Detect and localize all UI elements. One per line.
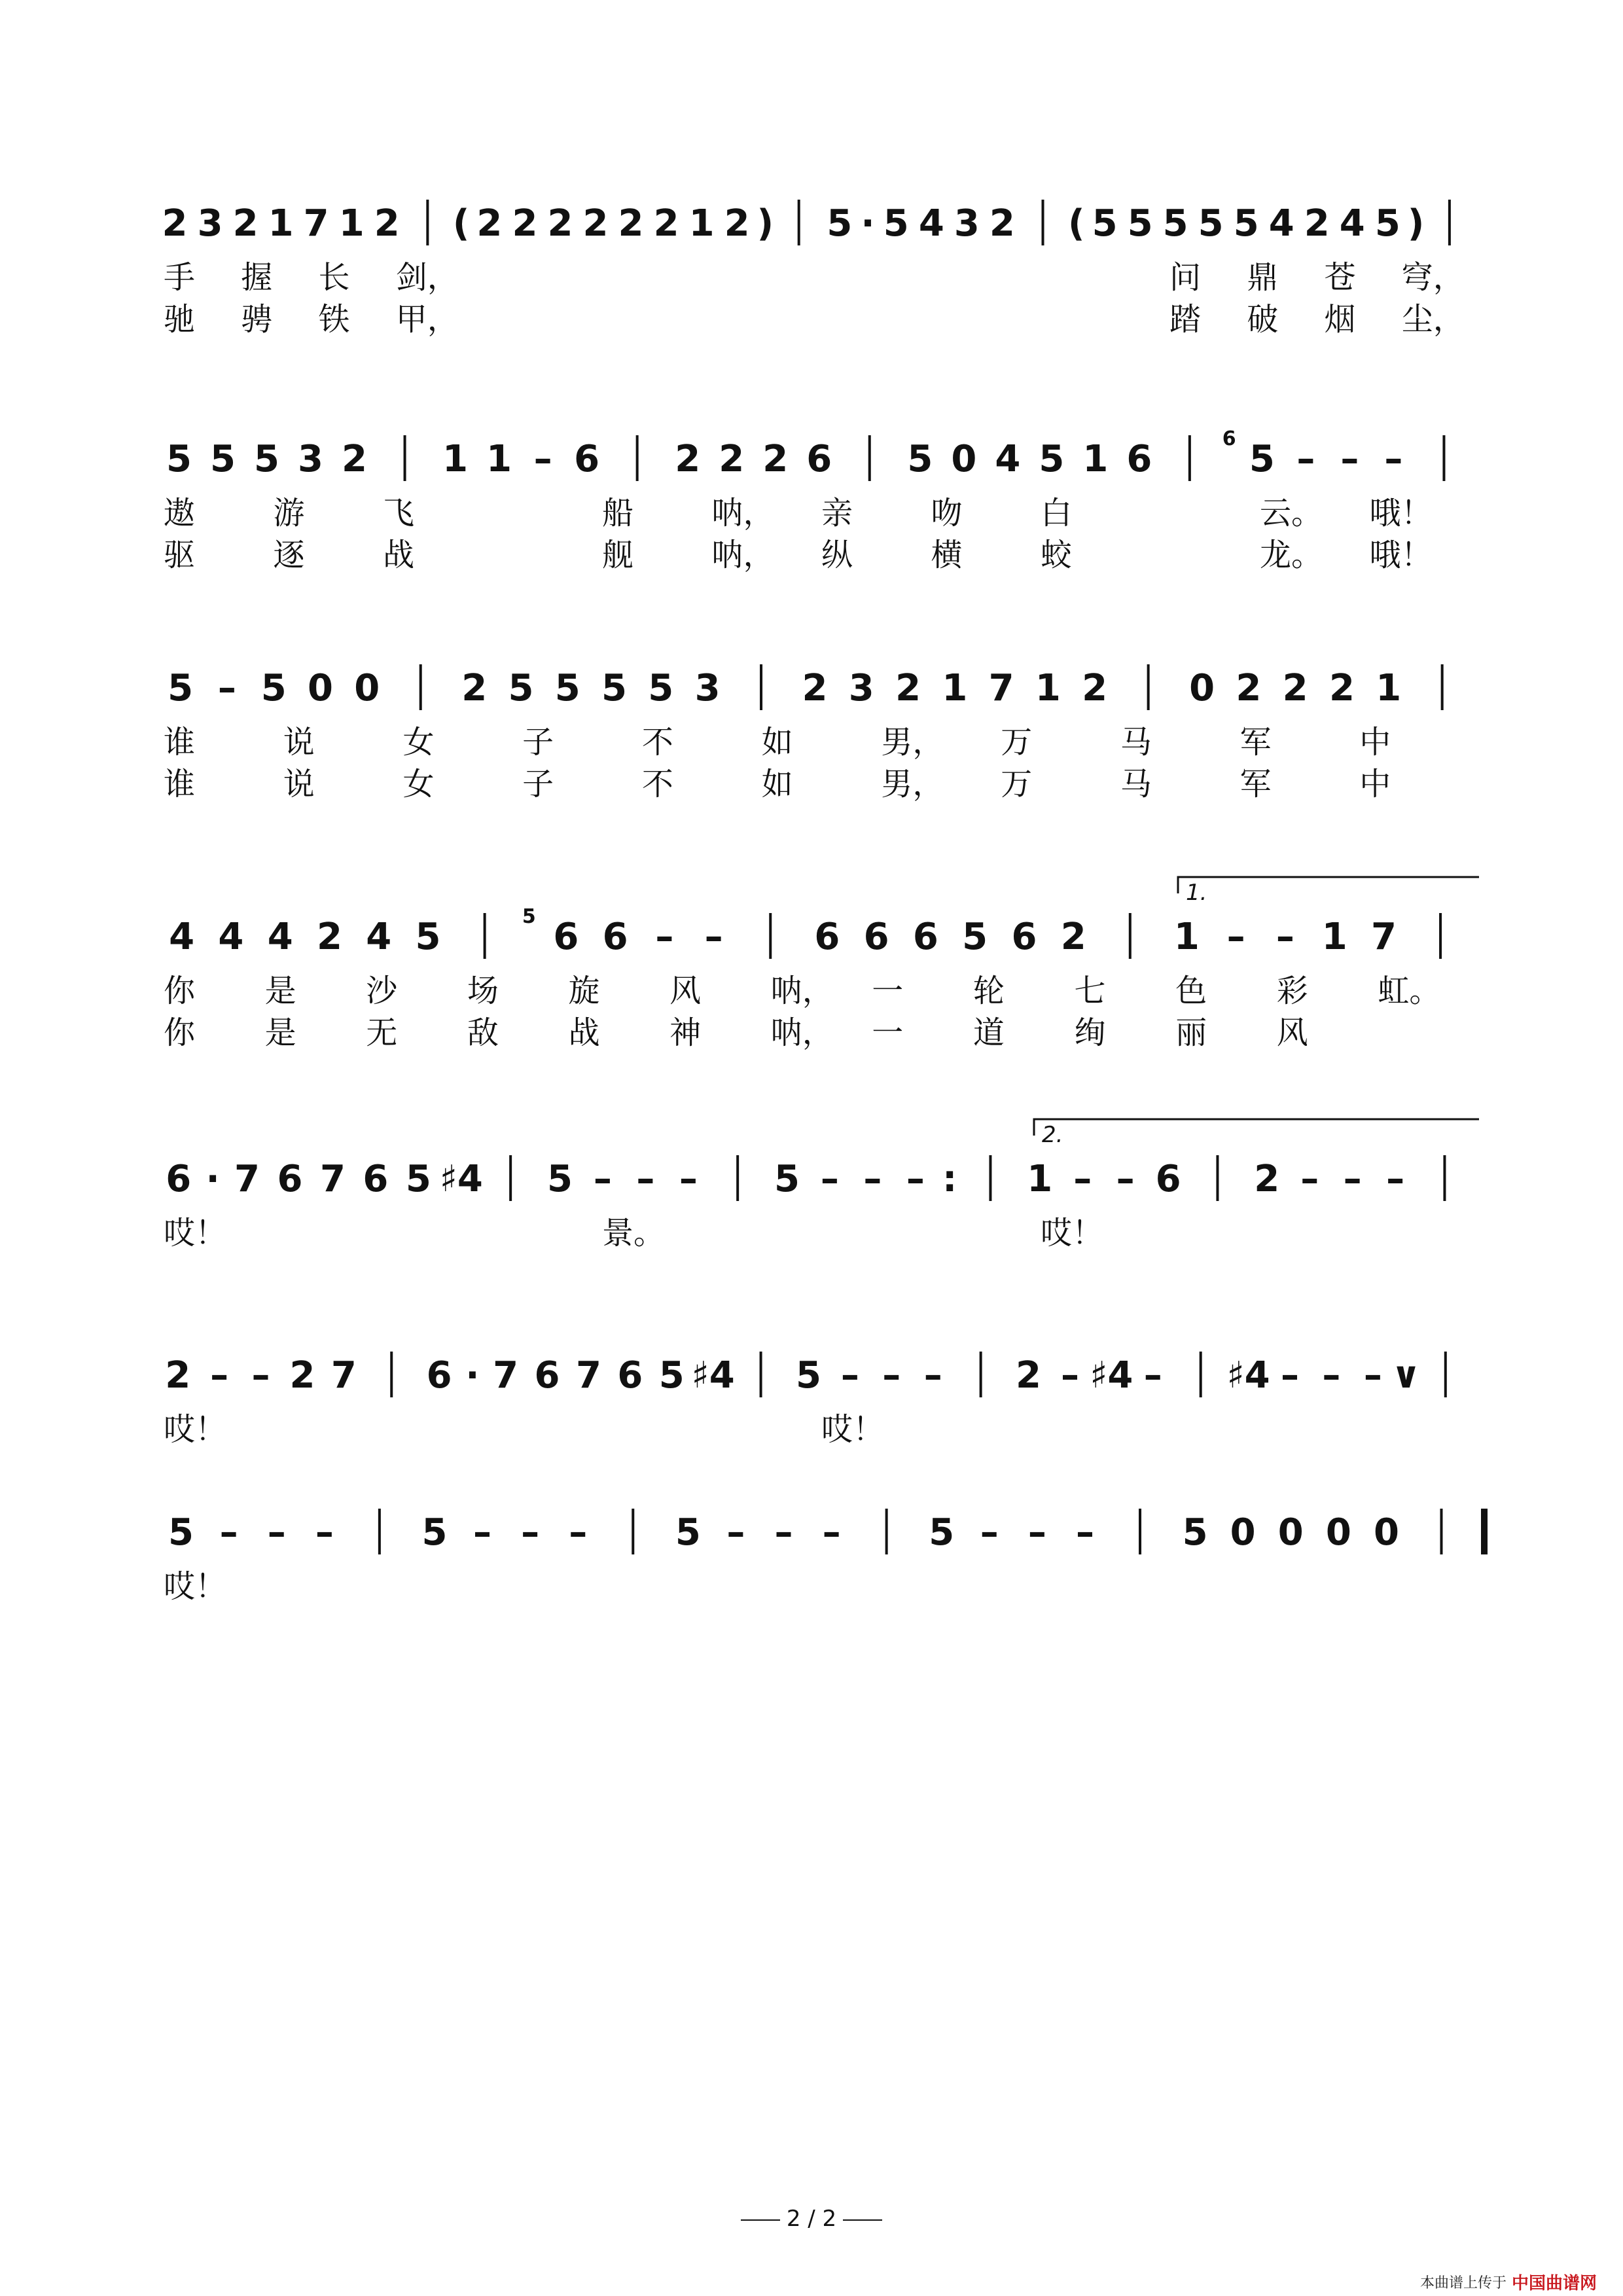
- ending-bracket: [1178, 877, 1479, 893]
- symbol: ·: [861, 202, 875, 245]
- system-4: [164, 877, 1479, 1051]
- note: 4: [1339, 202, 1365, 245]
- note: 7: [988, 667, 1014, 709]
- dash: –: [1296, 438, 1315, 480]
- lyric-syllable: 马: [1120, 724, 1152, 761]
- score-content: [162, 200, 1484, 1605]
- note: 3: [848, 667, 874, 709]
- dash: –: [251, 1354, 270, 1397]
- note: 2: [675, 438, 701, 480]
- lyric-syllable: 哎！: [1041, 1215, 1104, 1251]
- note: 6: [277, 1158, 303, 1200]
- note: 2: [1282, 667, 1308, 709]
- note: 6: [363, 1158, 389, 1200]
- note: 6: [166, 1158, 192, 1200]
- lyric-syllable: 不: [641, 724, 673, 761]
- dash: –: [1384, 438, 1403, 480]
- note: 6: [814, 916, 840, 958]
- note: ♯4: [1226, 1354, 1270, 1397]
- lyric-syllable: 虹。: [1378, 973, 1441, 1009]
- dash: –: [1340, 438, 1359, 480]
- note: 7: [319, 1158, 346, 1200]
- lyric-syllable: 飞: [383, 495, 415, 531]
- note: 3: [694, 667, 721, 709]
- page-number-rule-left: [741, 2219, 780, 2221]
- lyric-syllable: 哎！: [164, 1215, 227, 1251]
- system-1: [162, 200, 1465, 338]
- note: 5: [254, 438, 279, 480]
- note: 5: [774, 1158, 800, 1200]
- lyric-syllable: 景。: [602, 1215, 666, 1251]
- note: 5: [1127, 202, 1153, 245]
- grace-note: 6: [1222, 427, 1236, 450]
- lyric-syllable: 说: [283, 724, 315, 761]
- dash: –: [980, 1511, 999, 1554]
- dash: –: [217, 667, 236, 709]
- note: 3: [954, 202, 980, 245]
- dash: –: [655, 916, 674, 958]
- note: 2: [618, 202, 644, 245]
- note: 4: [995, 438, 1021, 480]
- symbol: ∨: [1391, 1354, 1421, 1397]
- dash: –: [906, 1158, 925, 1200]
- note: 1: [1376, 667, 1402, 709]
- lyric-syllable: 驰: [164, 301, 196, 338]
- note: 5: [210, 438, 236, 480]
- note: 0: [1277, 1511, 1304, 1554]
- note: 0: [307, 667, 333, 709]
- lyric-syllable: 纵: [821, 537, 853, 573]
- note: 5: [907, 438, 933, 480]
- note: 1: [1035, 667, 1061, 709]
- note: 5: [1162, 202, 1188, 245]
- lyric-syllable: 绚: [1074, 1014, 1106, 1051]
- lyric-syllable: 呐，: [770, 1014, 834, 1051]
- lyric-syllable: 军: [1240, 724, 1272, 761]
- note: 5: [166, 438, 192, 480]
- note: 2: [461, 667, 488, 709]
- note: 5: [546, 1158, 573, 1200]
- lyric-syllable: 哎！: [164, 1411, 227, 1448]
- note: 2: [1016, 1354, 1042, 1397]
- note: ♯4: [439, 1158, 483, 1200]
- lyric-syllable: 说: [283, 766, 315, 802]
- lyric-syllable: 哦！: [1369, 537, 1433, 573]
- page-number: [0, 2206, 1623, 2232]
- symbol: (: [452, 202, 470, 245]
- lyric-syllable: 握: [241, 259, 273, 296]
- ending-label: 1.: [1186, 880, 1207, 906]
- lyric-syllable: 如: [761, 724, 793, 761]
- note: 2: [1329, 667, 1355, 709]
- note: 5: [508, 667, 534, 709]
- lyric-syllable: 船: [602, 495, 634, 531]
- lyric-syllable: 手: [164, 259, 196, 296]
- note: 5: [962, 916, 988, 958]
- lyric-syllable: 无: [366, 1014, 398, 1051]
- dash: –: [1060, 1354, 1079, 1397]
- lyric-syllable: 破: [1247, 301, 1279, 338]
- lyric-syllable: 神: [669, 1014, 702, 1051]
- lyric-syllable: 马: [1120, 766, 1152, 802]
- note: 2: [476, 202, 503, 245]
- dash: –: [820, 1158, 839, 1200]
- lyric-syllable: 苍: [1324, 259, 1356, 296]
- note: 5: [1198, 202, 1224, 245]
- lyric-syllable: 如: [761, 766, 793, 802]
- note: 0: [354, 667, 380, 709]
- note: 2: [547, 202, 573, 245]
- note: 0: [1373, 1511, 1399, 1554]
- dash: –: [774, 1511, 793, 1554]
- dash: –: [1027, 1511, 1046, 1554]
- lyric-syllable: 彩: [1276, 973, 1308, 1009]
- note: 1: [1173, 916, 1200, 958]
- note: 5: [601, 667, 627, 709]
- grace-note: 5: [522, 905, 536, 928]
- dash: –: [1281, 1354, 1300, 1397]
- lyric-syllable: 哎！: [821, 1411, 885, 1448]
- page-number-text: 2 / 2: [786, 2206, 837, 2232]
- lyric-syllable: 男，: [881, 724, 944, 761]
- note: 5: [675, 1511, 701, 1554]
- dash: –: [1386, 1158, 1405, 1200]
- lyric-syllable: 烟: [1324, 301, 1356, 338]
- lyric-syllable: 轮: [972, 973, 1005, 1009]
- lyric-syllable: 骋: [241, 301, 273, 338]
- note: 7: [493, 1354, 519, 1397]
- dash: –: [219, 1511, 238, 1554]
- lyric-syllable: 你: [164, 1014, 196, 1051]
- lyric-syllable: 尘，: [1401, 301, 1465, 338]
- dash: –: [840, 1354, 859, 1397]
- lyric-syllable: 驱: [164, 537, 196, 573]
- note: 4: [218, 916, 244, 958]
- note: 5: [1233, 202, 1259, 245]
- note: 7: [234, 1158, 260, 1200]
- dash: –: [923, 1354, 942, 1397]
- lyric-syllable: 剑，: [395, 259, 459, 296]
- note: 6: [912, 916, 938, 958]
- symbol: ·: [465, 1354, 480, 1397]
- symbol: ): [1407, 202, 1425, 245]
- dash: –: [1116, 1158, 1135, 1200]
- note: 4: [918, 202, 944, 245]
- note: 5: [929, 1511, 955, 1554]
- note: 0: [1325, 1511, 1351, 1554]
- dash: –: [1300, 1158, 1319, 1200]
- note: ♯4: [1090, 1354, 1133, 1397]
- note: 5: [1039, 438, 1065, 480]
- system-6: [164, 1352, 1446, 1448]
- lyric-syllable: 吻: [931, 495, 963, 531]
- system-5: [164, 1119, 1479, 1251]
- note: 2: [512, 202, 538, 245]
- note: 5: [421, 1511, 448, 1554]
- lyric-syllable: 问: [1169, 259, 1202, 296]
- dash: –: [521, 1511, 540, 1554]
- note: 1: [942, 667, 968, 709]
- note: 4: [169, 916, 195, 958]
- lyric-syllable: 横: [931, 537, 963, 573]
- dash: –: [267, 1511, 286, 1554]
- note: 2: [1236, 667, 1262, 709]
- dash: –: [1275, 916, 1294, 958]
- lyric-syllable: 女: [402, 724, 435, 761]
- note: 6: [863, 916, 889, 958]
- lyric-syllable: 谁: [164, 766, 196, 802]
- note: 6: [1126, 438, 1152, 480]
- credit-text: 本曲谱上传于: [1419, 2275, 1507, 2291]
- note: ♯4: [691, 1354, 735, 1397]
- symbol: (: [1068, 202, 1085, 245]
- lyric-syllable: 一: [872, 973, 904, 1009]
- note: 2: [653, 202, 679, 245]
- note: 6: [1011, 916, 1037, 958]
- note: 2: [724, 202, 750, 245]
- note: 1: [486, 438, 512, 480]
- note: 5: [658, 1354, 685, 1397]
- lyric-syllable: 道: [972, 1014, 1005, 1051]
- system-7: [164, 1509, 1441, 1605]
- dash: –: [679, 1158, 698, 1200]
- dash: –: [1075, 1511, 1094, 1554]
- lyric-syllable: 白: [1041, 495, 1073, 531]
- note: 6: [1155, 1158, 1181, 1200]
- note: 3: [197, 202, 223, 245]
- dash: –: [569, 1511, 588, 1554]
- note: 5: [648, 667, 674, 709]
- site-logo: 中国曲谱网: [1511, 2274, 1597, 2293]
- note: 1: [442, 438, 469, 480]
- note: 1: [268, 202, 294, 245]
- note: 5: [405, 1158, 431, 1200]
- lyric-syllable: 你: [164, 973, 196, 1009]
- symbol: :: [942, 1158, 957, 1200]
- lyric-syllable: 不: [641, 766, 673, 802]
- note: 2: [162, 202, 188, 245]
- note: 6: [574, 438, 600, 480]
- dash: –: [704, 916, 723, 958]
- lyric-syllable: 呐，: [770, 973, 834, 1009]
- note: 7: [1371, 916, 1397, 958]
- lyric-syllable: 舰: [602, 537, 634, 573]
- dash: –: [636, 1158, 655, 1200]
- lyric-syllable: 游: [273, 495, 305, 531]
- symbol: ·: [205, 1158, 220, 1200]
- lyric-syllable: 风: [1276, 1014, 1308, 1051]
- note: 4: [267, 916, 293, 958]
- note: 2: [895, 667, 921, 709]
- note: 2: [762, 438, 789, 480]
- note: 5: [1182, 1511, 1208, 1554]
- lyric-syllable: 子: [522, 724, 554, 761]
- note: 5: [415, 916, 441, 958]
- note: 0: [1189, 667, 1215, 709]
- dash: –: [1363, 1354, 1382, 1397]
- note: 6: [806, 438, 832, 480]
- lyric-syllable: 呐，: [711, 537, 775, 573]
- note: 5: [827, 202, 853, 245]
- dash: –: [822, 1511, 841, 1554]
- lyric-syllable: 甲，: [395, 301, 459, 338]
- note: 2: [1060, 916, 1086, 958]
- note: 2: [719, 438, 745, 480]
- note: 1: [1321, 916, 1347, 958]
- note: 2: [165, 1354, 191, 1397]
- lyric-syllable: 哎！: [164, 1568, 227, 1605]
- dash: –: [593, 1158, 612, 1200]
- lyric-syllable: 呐，: [711, 495, 775, 531]
- note: 5: [883, 202, 909, 245]
- lyric-syllable: 长: [318, 259, 350, 296]
- note: 6: [602, 916, 628, 958]
- lyric-syllable: 遨: [164, 495, 196, 531]
- note: 1: [688, 202, 715, 245]
- ending-label: 2.: [1042, 1122, 1063, 1148]
- lyric-syllable: 穹，: [1401, 259, 1465, 296]
- lyric-syllable: 沙: [366, 973, 398, 1009]
- lyric-syllable: 七: [1074, 973, 1106, 1009]
- note: 2: [989, 202, 1015, 245]
- lyric-syllable: 龙。: [1260, 537, 1323, 573]
- lyric-syllable: 一: [872, 1014, 904, 1051]
- system-2: [164, 427, 1444, 573]
- note: 2: [374, 202, 400, 245]
- lyric-syllable: 战: [383, 537, 415, 573]
- lyric-syllable: 女: [402, 766, 435, 802]
- note: 5: [1249, 438, 1275, 480]
- note: 2: [1254, 1158, 1280, 1200]
- site-credit: [1420, 2270, 1597, 2294]
- note: 2: [232, 202, 259, 245]
- note: 2: [1304, 202, 1330, 245]
- note: 2: [802, 667, 828, 709]
- lyric-syllable: 逐: [273, 537, 305, 573]
- note: 5: [1374, 202, 1400, 245]
- lyric-syllable: 鼎: [1247, 259, 1279, 296]
- note: 5: [168, 1511, 194, 1554]
- dash: –: [1322, 1354, 1341, 1397]
- note: 2: [316, 916, 342, 958]
- lyric-syllable: 场: [467, 973, 499, 1009]
- note: 2: [1082, 667, 1108, 709]
- note: 5: [260, 667, 287, 709]
- note: 5: [796, 1354, 821, 1397]
- lyric-syllable: 旋: [568, 973, 600, 1009]
- dash: –: [1226, 916, 1245, 958]
- dash: –: [1143, 1354, 1162, 1397]
- dash: –: [210, 1354, 229, 1397]
- lyric-syllable: 中: [1359, 766, 1391, 802]
- note: 7: [575, 1354, 601, 1397]
- lyric-syllable: 哦！: [1369, 495, 1433, 531]
- note: 6: [553, 916, 579, 958]
- dash: –: [882, 1354, 901, 1397]
- lyric-syllable: 中: [1359, 724, 1391, 761]
- note: 7: [303, 202, 329, 245]
- page-number-rule-right: [843, 2219, 882, 2221]
- note: 1: [338, 202, 365, 245]
- lyric-syllable: 亲: [821, 495, 853, 531]
- dash: –: [726, 1511, 745, 1554]
- lyric-syllable: 万: [1001, 766, 1033, 802]
- lyric-syllable: 踏: [1169, 301, 1202, 338]
- note: 6: [617, 1354, 643, 1397]
- lyric-syllable: 风: [669, 973, 702, 1009]
- note: 4: [366, 916, 392, 958]
- note: 0: [951, 438, 977, 480]
- dash: –: [863, 1158, 882, 1200]
- lyric-syllable: 铁: [318, 301, 350, 338]
- lyric-syllable: 万: [1001, 724, 1033, 761]
- note: 5: [168, 667, 194, 709]
- lyric-syllable: 云。: [1260, 495, 1323, 531]
- lyric-syllable: 谁: [164, 724, 196, 761]
- note: 6: [534, 1354, 560, 1397]
- note: 5: [1092, 202, 1118, 245]
- lyric-syllable: 色: [1175, 973, 1207, 1009]
- dash: –: [473, 1511, 492, 1554]
- symbol: ): [757, 202, 774, 245]
- dash: –: [533, 438, 552, 480]
- note: 2: [582, 202, 609, 245]
- lyric-syllable: 蛟: [1041, 537, 1073, 573]
- note: 1: [1082, 438, 1109, 480]
- dash: –: [1073, 1158, 1092, 1200]
- lyric-syllable: 是: [264, 973, 296, 1009]
- system-3: [164, 664, 1442, 802]
- note: 5: [554, 667, 580, 709]
- lyric-syllable: 是: [264, 1014, 296, 1051]
- note: 6: [426, 1354, 452, 1397]
- lyric-syllable: 男，: [881, 766, 944, 802]
- note: 2: [289, 1354, 315, 1397]
- note: 3: [298, 438, 323, 480]
- dash: –: [315, 1511, 334, 1554]
- lyric-syllable: 军: [1240, 766, 1272, 802]
- dash: –: [1343, 1158, 1362, 1200]
- lyric-syllable: 敌: [467, 1014, 499, 1051]
- note: 2: [342, 438, 367, 480]
- lyric-syllable: 子: [522, 766, 554, 802]
- note: 4: [1268, 202, 1294, 245]
- lyric-syllable: 战: [568, 1014, 600, 1051]
- note: 0: [1230, 1511, 1256, 1554]
- lyric-syllable: 丽: [1175, 1014, 1207, 1051]
- note: 7: [330, 1354, 357, 1397]
- note: 1: [1027, 1158, 1053, 1200]
- ending-bracket: [1034, 1119, 1479, 1136]
